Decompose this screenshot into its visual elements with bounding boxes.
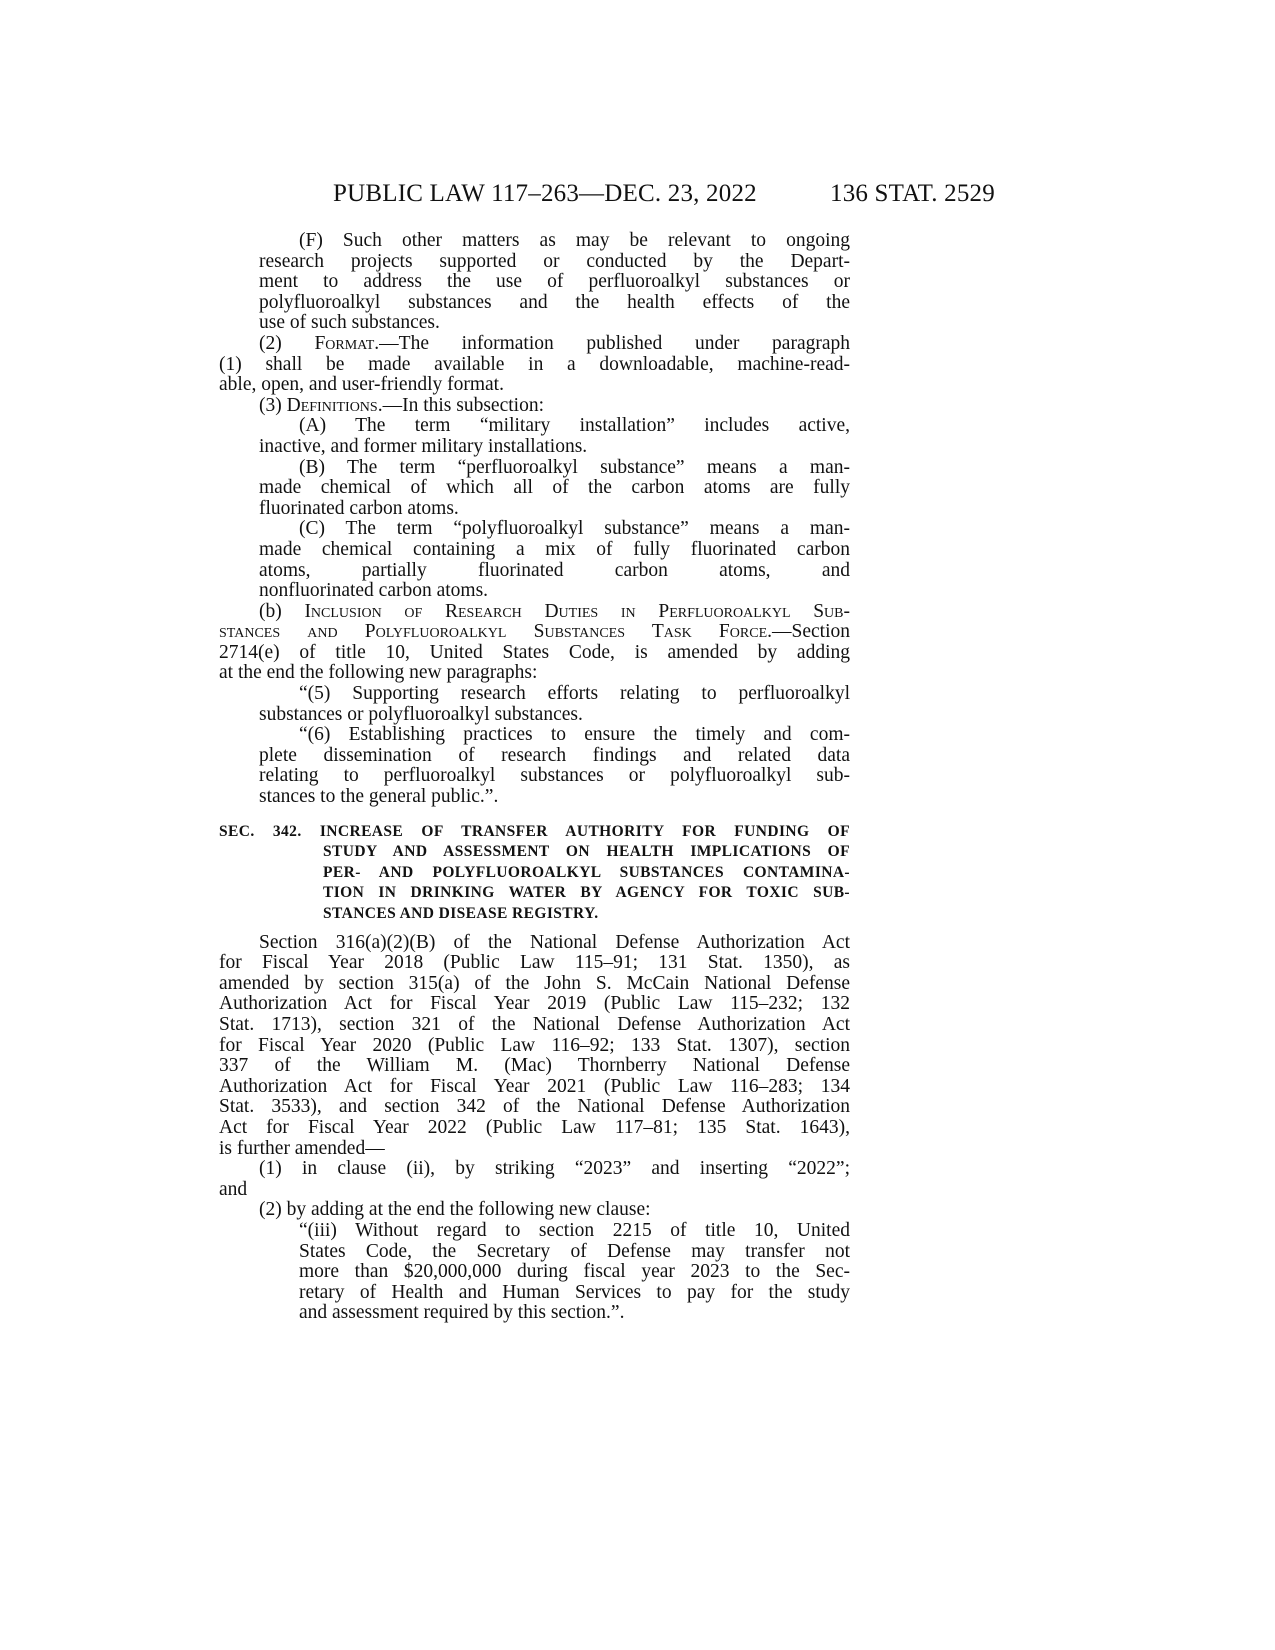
para-b-perfluoroalkyl <box>219 458 850 520</box>
text-segment: (b) <box>259 600 305 622</box>
text-line: nonfluorinated carbon atoms. <box>259 580 489 602</box>
text-line: (B) The term “perfluoroalkyl substance” means a man- <box>299 456 850 478</box>
text-line: 2714(e) of title 10, United States Code, is amended by adding <box>219 641 850 663</box>
text-line: “(iii) Without regard to section 2215 of title 10, United <box>299 1219 850 1241</box>
text-line: Stat. 1713), section 321 of the National Defense Authorization Act <box>219 1013 850 1035</box>
text-line: PER- AND POLYFLUOROALKYL SUBSTANCES CONTAMINA- <box>323 863 850 881</box>
section-342-heading <box>219 822 850 925</box>
text-line: plete dissemination of research findings and related data <box>259 744 850 766</box>
text-line: research projects supported or conducted by the Depart- <box>259 250 850 272</box>
section-342-body <box>219 933 850 1160</box>
text-line: (A) The term “military installation” includes active, <box>299 415 850 437</box>
para-a-military-installation <box>219 416 850 457</box>
text-line: substances or polyfluoroalkyl substances. <box>259 703 583 725</box>
para-6-establishing-practices <box>219 725 850 807</box>
text-line: TION IN DRINKING WATER BY AGENCY FOR TOXIC SUB- <box>323 884 850 902</box>
para-c-polyfluoroalkyl <box>219 519 850 601</box>
text-line: Authorization Act for Fiscal Year 2019 (Public Law 115–232; 132 <box>219 993 850 1015</box>
para-2-new-clause <box>219 1200 850 1221</box>
text-line: and <box>219 1178 248 1200</box>
text-segment: (3) <box>259 394 287 416</box>
text-line: more than $20,000,000 during fiscal year 2023 to the Sec- <box>299 1261 850 1283</box>
para-5-supporting-research <box>219 684 850 725</box>
text-line: and assessment required by this section.”. <box>299 1302 625 1324</box>
text-segment: .—In this subsection: <box>377 394 544 416</box>
text-line: SEC. 342. INCREASE OF TRANSFER AUTHORITY FOR FUNDING OF <box>219 822 850 840</box>
text-line <box>259 396 850 417</box>
small-caps-heading-text: Definitions <box>286 394 378 416</box>
para-b-inclusion-research-duties <box>219 602 850 684</box>
text-line: for Fiscal Year 2018 (Public Law 115–91; 131 Stat. 1350), as <box>219 952 850 974</box>
para-f-other-matters <box>219 231 850 334</box>
text-line: fluorinated carbon atoms. <box>259 497 459 519</box>
text-line: at the end the following new paragraphs: <box>219 662 538 684</box>
text-line: made chemical of which all of the carbon atoms are fully <box>259 477 850 499</box>
text-line: (F) Such other matters as may be relevant to ongoing <box>299 230 850 251</box>
para-iii-transfer <box>219 1221 850 1324</box>
text-line: relating to perfluoroalkyl substances or polyfluoroalkyl sub- <box>259 765 850 787</box>
text-line: States Code, the Secretary of Defense may transfer not <box>299 1240 850 1262</box>
text-line: “(5) Supporting research efforts relating to perfluoroalkyl <box>299 683 850 705</box>
text-line: use of such substances. <box>259 312 440 334</box>
small-caps-heading-text: Format <box>314 332 375 354</box>
text-line: STUDY AND ASSESSMENT ON HEALTH IMPLICATIONS OF <box>323 843 850 861</box>
text-line: for Fiscal Year 2020 (Public Law 116–92; 133 Stat. 1307), section <box>219 1034 850 1056</box>
text-line: Section 316(a)(2)(B) of the National Defense Authorization Act <box>259 931 850 953</box>
para-2-format <box>219 334 850 396</box>
small-caps-heading-text: Inclusion of Research Duties in Perfluoroalkyl Sub- <box>304 600 850 622</box>
text-line: Act for Fiscal Year 2022 (Public Law 117–81; 135 Stat. 1643), <box>219 1116 850 1138</box>
text-line <box>259 334 850 355</box>
text-line: retary of Health and Human Services to pay for the study <box>299 1281 850 1303</box>
text-line: stances to the general public.”. <box>259 786 499 808</box>
running-header-title: PUBLIC LAW 117–263—DEC. 23, 2022 <box>333 180 757 207</box>
text-line: “(6) Establishing practices to ensure the timely and com- <box>299 724 850 746</box>
small-caps-heading-text: stances and Polyfluoroalkyl Substances Task Force <box>219 621 768 643</box>
text-line: STANCES AND DISEASE REGISTRY. <box>323 905 599 922</box>
text-line: (1) shall be made available in a downloadable, machine-read- <box>219 353 850 375</box>
text-line: ment to address the use of perfluoroalkyl substances or <box>259 271 850 293</box>
text-line: 337 of the William M. (Mac) Thornberry National Defense <box>219 1055 850 1077</box>
text-line: is further amended— <box>219 1137 385 1159</box>
text-line: (2) by adding at the end the following new clause: <box>259 1199 651 1221</box>
document-body <box>219 231 850 1324</box>
text-line: made chemical containing a mix of fully fluorinated carbon <box>259 538 850 560</box>
page-number: 136 STAT. 2529 <box>830 180 995 207</box>
text-line: able, open, and user-friendly format. <box>219 374 504 396</box>
text-line <box>219 622 850 643</box>
text-line: polyfluoroalkyl substances and the health effects of the <box>259 291 850 313</box>
text-line: atoms, partially fluorinated carbon atoms, and <box>259 559 850 581</box>
text-line <box>259 602 850 623</box>
text-segment: .—Section <box>767 621 850 643</box>
text-segment: (2) <box>259 332 315 354</box>
text-line: amended by section 315(a) of the John S. McCain National Defense <box>219 972 850 994</box>
text-line: (1) in clause (ii), by striking “2023” and inserting “2022”; <box>259 1158 850 1180</box>
para-1-clause-ii <box>219 1159 850 1200</box>
text-segment: .—The information published under paragraph <box>374 332 850 354</box>
para-3-definitions <box>219 396 850 417</box>
text-line: inactive, and former military installations. <box>259 435 588 457</box>
text-line: Stat. 3533), and section 342 of the National Defense Authorization <box>219 1096 850 1118</box>
text-line: (C) The term “polyfluoroalkyl substance” means a man- <box>299 518 850 540</box>
text-line: Authorization Act for Fiscal Year 2021 (Public Law 116–283; 134 <box>219 1075 850 1097</box>
